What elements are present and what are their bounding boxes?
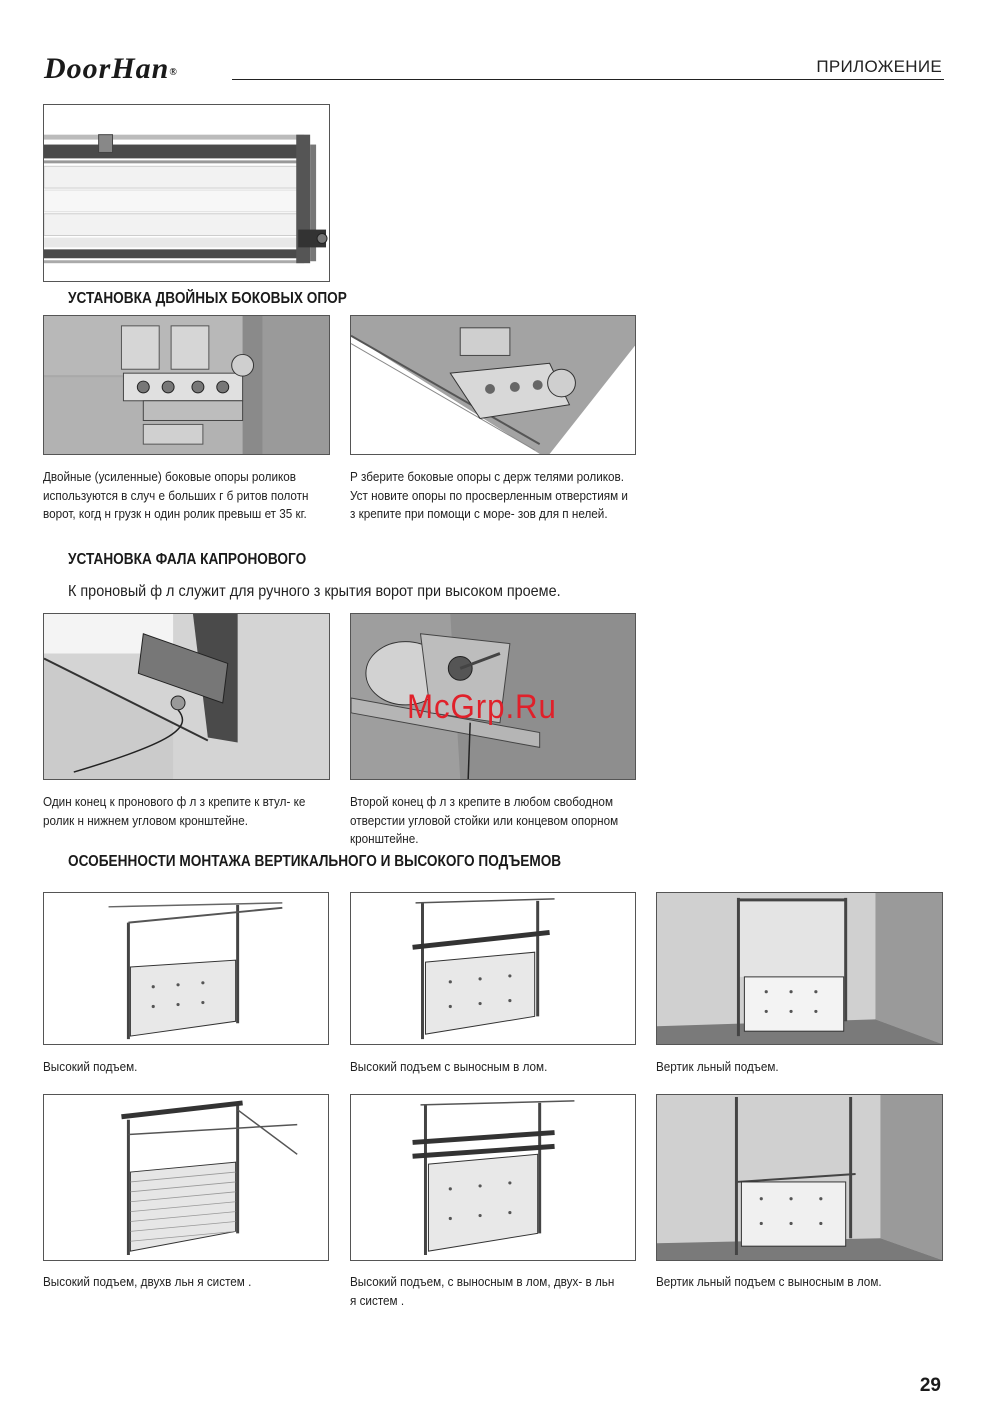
section-title: ПРИЛОЖЕНИЕ [816, 57, 942, 76]
logo-registered-mark: ® [169, 67, 178, 78]
caption-high-lift: Высокий подъем. [43, 1059, 138, 1074]
doorhan-logo [44, 50, 178, 88]
high-lift-remote-dual-shaft-figure [350, 1094, 636, 1261]
caption-high-lift-remote-dual-shaft: Высокий подъем, с выносным в лом, двух- в льн я систем . [350, 1274, 615, 1308]
high-lift-dual-shaft-figure [43, 1094, 329, 1261]
caption-high-lift-dual-shaft: Высокий подъем, двухв льн я систем . [43, 1274, 252, 1289]
rope-intro-text: К проновый ф л служит для ручного з крытия ворот при высоком проеме. [68, 583, 561, 600]
caption-rope-upper-end: Второй конец ф л з крепите в любом свободном отверстии угловой стойки или концевом опорном кронштейне. [350, 794, 619, 846]
caption-double-supports: Двойные (усиленные) боковые опоры роликов используются в случ е больших г б ритов полотн ворот, когд н грузк н один ролик превыш ет 35 кг. [43, 469, 309, 521]
track-assembly-figure [43, 104, 330, 282]
high-lift-remote-shaft-figure [350, 892, 636, 1045]
rope-lower-bracket-figure [43, 613, 330, 780]
caption-high-lift-remote-shaft: Высокий подъем с выносным в лом. [350, 1059, 548, 1074]
section-heading-rope: УСТАНОВКА ФАЛА КАПРОНОВОГО [68, 551, 307, 568]
caption-rope-lower-end: Один конец к пронового ф л з крепите к втул- ке ролик н нижнем угловом кронштейне. [43, 794, 306, 828]
header-rule [232, 79, 944, 80]
section-heading-side-supports: УСТАНОВКА ДВОЙНЫХ БОКОВЫХ ОПОР [68, 290, 347, 307]
page-number: 29 [919, 1375, 941, 1396]
high-lift-figure [43, 892, 329, 1045]
watermark: McGrp.Ru [407, 688, 557, 726]
vertical-lift-figure [656, 892, 943, 1045]
section-heading-lift-types: ОСОБЕННОСТИ МОНТАЖА ВЕРТИКАЛЬНОГО И ВЫСОКОГО ПОДЪЕМОВ [68, 853, 562, 870]
caption-vertical-lift: Вертик льный подъем. [656, 1059, 779, 1074]
double-side-support-photo [43, 315, 330, 455]
vertical-lift-remote-shaft-figure [656, 1094, 943, 1261]
side-support-mounting-diagram [350, 315, 636, 455]
caption-vertical-lift-remote-shaft: Вертик льный подъем с выносным в лом. [656, 1274, 882, 1289]
caption-mount-supports: Р зберите боковые опоры с держ телями роликов. Уст новите опоры по просверленным отверстиям и з крепите при помощи с море- зов для п нелей. [350, 469, 628, 521]
logo-text: DoorHan [44, 52, 170, 85]
